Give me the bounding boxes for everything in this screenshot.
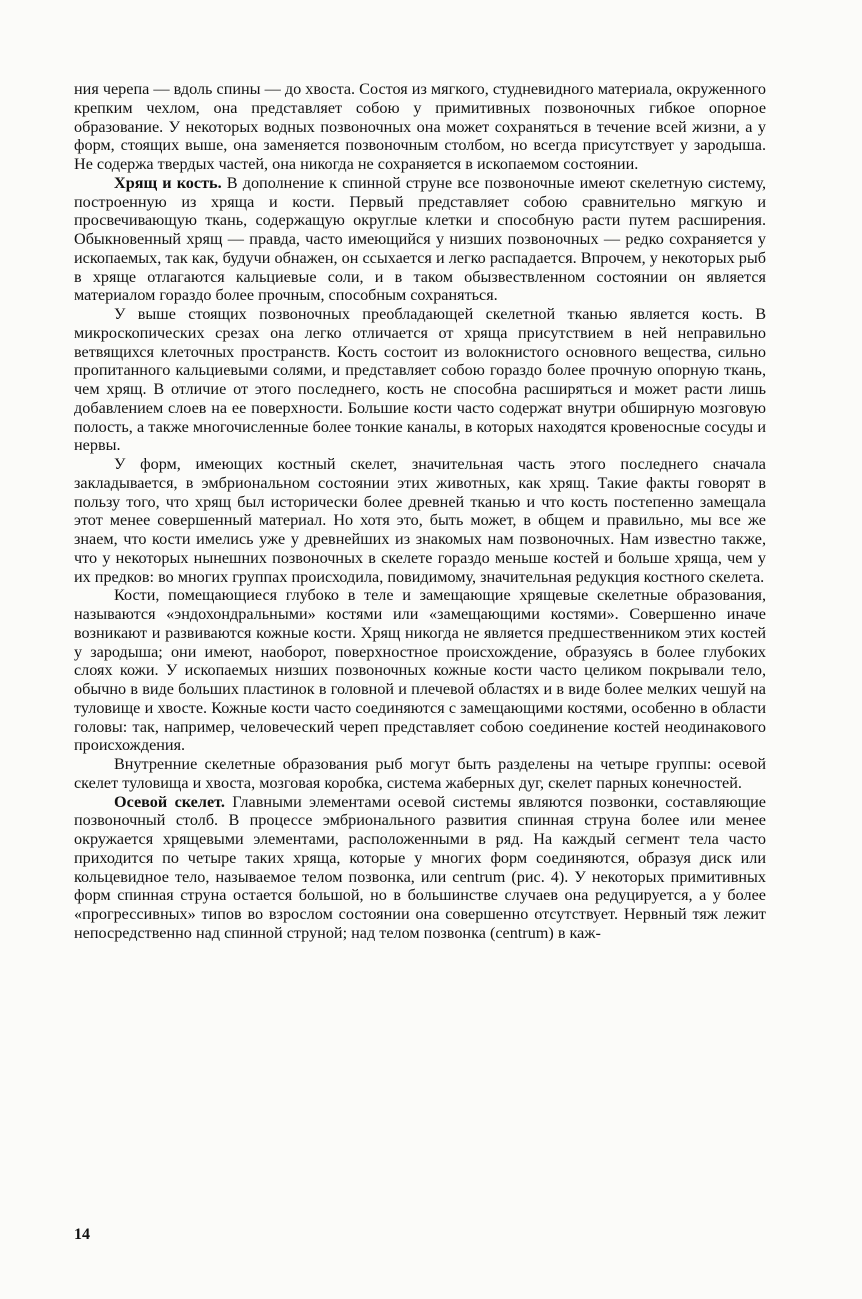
paragraph-text: У форм, имеющих костный скелет, значительная часть этого последнего сначала закладывается, в эмбриональном состоянии этих животных, как хрящ. Такие факты говорят в пользу того, что хрящ был исторически более древней тканью и что кость постепенно замещала этот менее совершенный материал. Но хотя это, быть может, в общем и правильно, мы все же знаем, что кости имелись уже у древнейших из знакомых нам позвоночных. Нам известно также, что у некоторых нынешних позвоночных в скелете гораздо меньше костей и больше хряща, чем у их предков: во многих группах происходила, повидимому, значительная редукция костного скелета. bbox=[74, 455, 766, 586]
paragraph bbox=[74, 586, 766, 755]
paragraph bbox=[74, 80, 766, 174]
section-heading: Хрящ и кость. bbox=[114, 173, 222, 192]
paragraph bbox=[74, 793, 766, 943]
paragraph bbox=[74, 455, 766, 586]
paragraph-text: Внутренние скелетные образования рыб могут быть разделены на четыре группы: осевой скелет туловища и хвоста, мозговая коробка, система жаберных дуг, скелет парных конечностей. bbox=[74, 755, 766, 792]
paragraph-text: У выше стоящих позвоночных преобладающей скелетной тканью является кость. В микроскопических срезах она легко отличается от хряща присутствием в ней неправильно ветвящихся клеточных пространств. Кость состоит из волокнистого основного вещества, сильно пропитанного кальциевыми солями, и представляет собою гораздо более прочную опорную ткань, чем хрящ. В отличие от этого последнего, кость не способна расширяться и может расти лишь добавлением слоев на ее поверхности. Большие кости часто содержат внутри обширную мозговую полость, а также многочисленные более тонкие каналы, в которых находятся кровеносные сосуды и нервы. bbox=[74, 305, 766, 455]
paragraph-text: Кости, помещающиеся глубоко в теле и замещающие хрящевые скелетные образования, называются «эндохондральными» костями или «замещающими костями». Совершенно иначе возникают и развиваются кожные кости. Хрящ никогда не является предшественником этих костей у зародыша; они имеют, наоборот, поверхностное происхождение, образуясь в более глубоких слоях кожи. У ископаемых низших позвоночных кожные кости часто целиком покрывали тело, обычно в виде больших пластинок в головной и плечевой областях и в виде более мелких чешуй на туловище и хвосте. Кожные кости часто соединяются с замещающими костями, особенно в области головы: так, например, человеческий череп представляет собою соединение костей неодинакового происхождения. bbox=[74, 586, 766, 755]
page-number: 14 bbox=[74, 1226, 90, 1243]
paragraph-text: В дополнение к спинной струне все позвоночные имеют скелетную систему, построенную из хряща и кости. Первый представляет собою сравнительно мягкую и просвечивающую ткань, содержащую округлые клетки и способную расти путем расширения. Обыкновенный хрящ — правда, часто имеющийся у низших позвоночных — редко сохраняется у ископаемых, так как, будучи обнажен, он ссыхается и легко распадается. Впрочем, у некоторых рыб в хряще отлагаются кальциевые соли, и в таком обызвествленном состоянии он является материалом гораздо более прочным, способным сохраняться. bbox=[74, 173, 766, 305]
paragraph bbox=[74, 305, 766, 455]
paragraph bbox=[74, 174, 766, 305]
paragraph-text: ния черепа — вдоль спины — до хвоста. Состоя из мягкого, студневидного материала, окруженного крепким чехлом, она представляет собою у примитивных позвоночных гибкое опорное образование. У некоторых водных позвоночных она может сохраняться в течение всей жизни, а у форм, стоящих выше, она заменяется позвоночным столбом, но всегда присутствует у зародыша. Не содержа твердых частей, она никогда не сохраняется в ископаемом состоянии. bbox=[74, 80, 766, 173]
section-heading: Осевой скелет. bbox=[114, 792, 225, 811]
paragraph-text: Главными элементами осевой системы являются позвонки, составляющие позвоночный столб. В процессе эмбрионального развития спинная струна более или менее окружается хрящевыми элементами, расположенными в ряд. На каждый сегмент тела часто приходится по четыре таких хряща, которые у многих форм соединяются, образуя диск или кольцевидное тело, называемое телом позвонка, или centrum (рис. 4). У некоторых примитивных форм спинная струна остается большой, но в большинстве случаев она редуцируется, а у более «прогрессивных» типов во взрослом состоянии она совершенно отсутствует. Нервный тяж лежит непосредственно над спинной струной; над телом позвонка (centrum) в каж- bbox=[74, 792, 766, 942]
body-text bbox=[74, 80, 766, 943]
paragraph bbox=[74, 755, 766, 793]
